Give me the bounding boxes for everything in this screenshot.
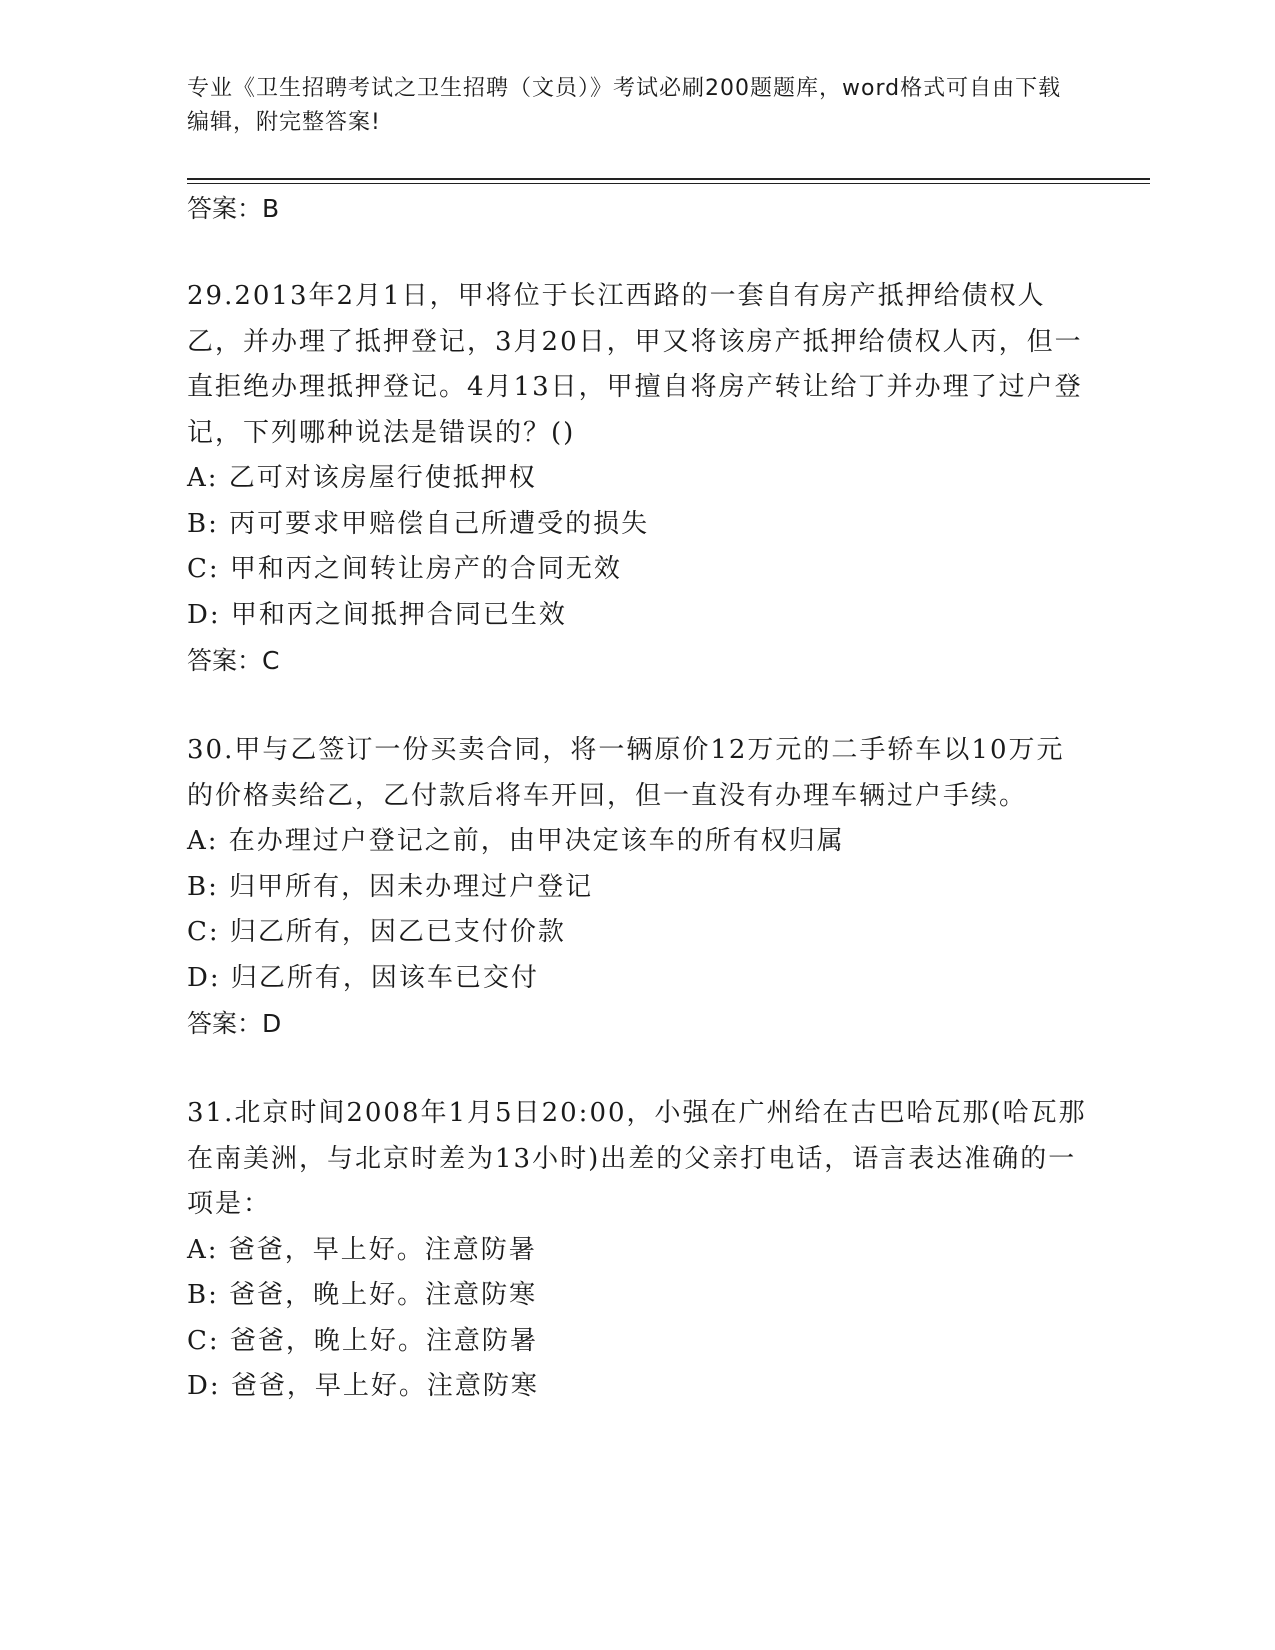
question-29-block	[187, 274, 1087, 684]
option-d: D: 爸爸，早上好。注意防寒	[187, 1371, 539, 1401]
question-31-block	[187, 1091, 1087, 1410]
question-text: 29.2013年2月1日，甲将位于长江西路的一套自有房产抵押给债权人乙，并办理了抵押登记，3月20日，甲又将该房产抵押给债权人丙，但一直拒绝办理抵押登记。4月13日，甲擅自将房产转让给丁并办理了过户登记，下列哪种说法是错误的？()	[187, 281, 1083, 448]
option-a: A: 爸爸，早上好。注意防暑	[187, 1234, 537, 1265]
header-rule-thin	[187, 183, 1150, 184]
question-text: 30.甲与乙签订一份买卖合同，将一辆原价12万元的二手轿车以10万元的价格卖给乙，乙付款后将车开回，但一直没有办理车辆过户手续。	[187, 735, 1065, 811]
option-b: B: 爸爸，晚上好。注意防寒	[187, 1280, 538, 1310]
option-b: B: 丙可要求甲赔偿自己所遭受的损失	[187, 508, 650, 539]
answer-line: 答案：D	[187, 1009, 282, 1038]
answer-line-prev: 答案：B	[187, 194, 280, 223]
option-b: B: 归甲所有，因未办理过户登记	[187, 871, 594, 902]
answer-line: 答案：C	[187, 646, 280, 675]
option-a: A: 乙可对该房屋行使抵押权	[187, 463, 537, 493]
option-c: C: 甲和丙之间转让房产的合同无效	[187, 554, 622, 584]
option-a: A: 在办理过户登记之前，由甲决定该车的所有权归属	[187, 826, 845, 856]
document-body	[187, 186, 1087, 1410]
header-rule-thick	[187, 178, 1150, 180]
option-c: C: 归乙所有，因乙已支付价款	[187, 917, 566, 947]
document-header: 专业《卫生招聘考试之卫生招聘（文员）》考试必刷200题题库，word格式可自由下载编辑，附完整答案!	[187, 76, 1062, 135]
option-c: C: 爸爸，晚上好。注意防暑	[187, 1325, 538, 1356]
option-d: D: 归乙所有，因该车已交付	[187, 962, 539, 993]
question-text: 31.北京时间2008年1月5日20:00，小强在广州给在古巴哈瓦那(哈瓦那在南美洲，与北京时差为13小时)出差的父亲打电话，语言表达准确的一项是：	[187, 1098, 1087, 1219]
question-30-block	[187, 728, 1087, 1047]
option-d: D: 甲和丙之间抵押合同已生效	[187, 599, 567, 630]
